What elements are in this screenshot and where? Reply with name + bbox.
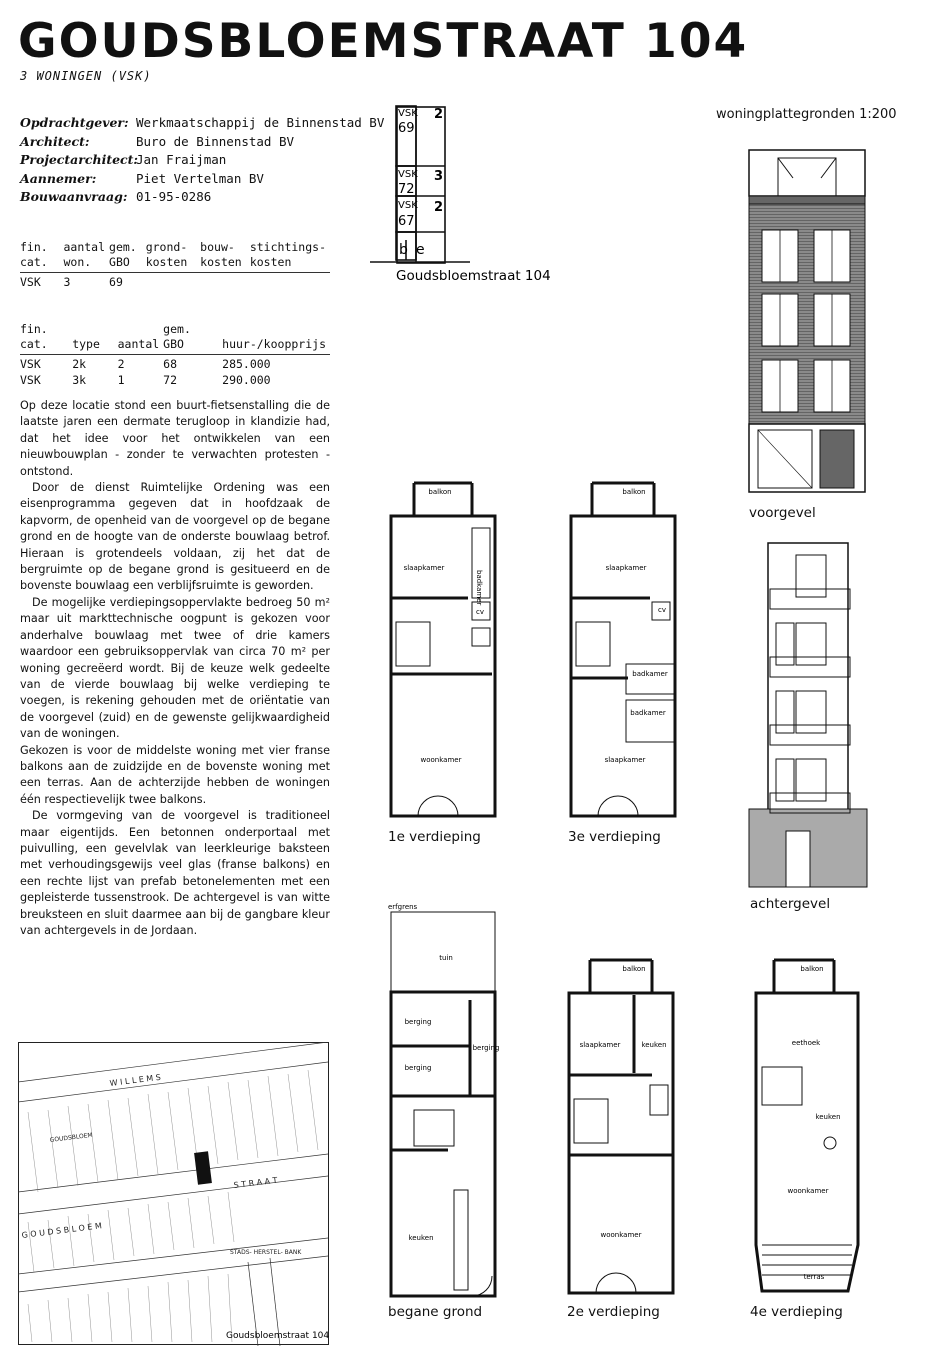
page-subtitle: 3 WONINGEN (VSK) (20, 69, 152, 83)
room-label: woonkamer (420, 756, 462, 764)
room-label: berging (404, 1018, 432, 1026)
plan-caption: 4e verdieping (750, 1304, 843, 1320)
section-gbo: 72 (398, 182, 415, 197)
location-map (18, 1042, 330, 1346)
credit-row (20, 151, 384, 170)
room-label: eethoek (791, 1039, 821, 1047)
table-cell: VSK (20, 373, 41, 387)
section-ground: e (416, 242, 425, 258)
room-label: balkon (622, 488, 646, 496)
room-label: badkamer (630, 709, 666, 717)
credit-row (20, 114, 384, 133)
room-label: slaapkamer (604, 756, 646, 764)
table-cell: 2 (117, 357, 125, 371)
plan-caption: begane grond (388, 1304, 483, 1320)
floorplan-2e (566, 955, 678, 1300)
map-street-label: W I L L E M S (109, 1072, 162, 1088)
room-label: keuken (641, 1041, 667, 1049)
credit-row (20, 170, 384, 189)
map-street-label: G O U D S B L O E M (21, 1221, 103, 1240)
table-cell: 72 (163, 373, 178, 387)
room-label: cv (476, 608, 484, 616)
room-label: balkon (622, 965, 646, 973)
page-title: GOUDSBLOEMSTRAAT 104 (18, 14, 749, 69)
room-label: terras (803, 1273, 825, 1281)
rear-elevation-caption: achtergevel (750, 896, 831, 912)
front-elevation (748, 148, 866, 496)
section-ground: b (399, 242, 408, 258)
credit-label: Opdrachtgever: (20, 115, 129, 130)
table-cell (250, 273, 330, 290)
room-label: berging (404, 1064, 432, 1072)
table-cell: 1 (117, 373, 125, 387)
table-cell: VSK (20, 275, 41, 289)
map-street-label: S T R A A T (233, 1175, 278, 1190)
floorplan-1e (388, 478, 498, 823)
paragraph: De mogelijke verdiepingsoppervlakte bedroeg 50 m² maar uit markttechnische oogpunt is gekozen voor anderhalve bouwlaag met twee of drie kamers waardoor een gebruiksoppervlak van circa 70 m² per woning gecreëerd wordt. Bij de keuze welk gedeelte van de vierde bouwlaag bij welke verdieping te voegen, is rekening gehouden met de oriëntatie van de voorgevel (zuid) en de gewenste gelijkwaardigheid van de woningen. (20, 595, 330, 741)
room-label: woonkamer (787, 1187, 829, 1195)
plan-caption: 3e verdieping (568, 829, 661, 845)
table-header: fin. cat. (20, 322, 72, 355)
paragraph: Door de dienst Ruimtelijke Ordening was een eisenprogramma gegeven dat in hoofdzaak de kapvorm, de openheid van de voorgevel op de begane grond en de hoogte van de onderste bouwlaag betrof. Hieraan is grotendeels voldaan, zij het dat de bergruimte op de begane grond is gesitueerd en de bovenste bouwlaag een verblijfsruimte is geworden. (20, 481, 330, 593)
room-label: badkamer (632, 670, 668, 678)
room-label: woonkamer (600, 1231, 642, 1239)
credit-value: Piet Vertelman BV (136, 170, 264, 186)
rear-elevation (748, 541, 868, 889)
table-row (20, 371, 330, 387)
section-grid (396, 106, 448, 266)
credit-value: Jan Fraijman (136, 152, 227, 167)
price-table (20, 322, 330, 387)
section-code: VSK (398, 169, 418, 180)
credit-value: 01-95-0286 (136, 189, 212, 204)
credit-row (20, 188, 384, 207)
table-header: gem. GBO (163, 322, 222, 355)
room-label: keuken (408, 1234, 434, 1242)
table-cell: 69 (109, 275, 123, 289)
floorplan-begane-grond (388, 900, 504, 1300)
room-label: slaapkamer (403, 564, 445, 572)
section-gbo: 67 (398, 214, 415, 229)
table-row (20, 355, 330, 372)
table-row (20, 273, 330, 290)
table-cell: 285.000 (222, 357, 271, 371)
credit-value: Werkmaatschappij de Binnenstad BV (136, 115, 385, 130)
room-label: erfgrens (388, 903, 418, 911)
front-elevation-caption: voorgevel (749, 505, 816, 521)
section-code: VSK (398, 108, 418, 119)
floorplan-3e (568, 478, 680, 823)
table-cell: 2k (72, 357, 87, 371)
scale-label: woningplattegronden 1:200 (716, 107, 897, 122)
room-label: slaapkamer (605, 564, 647, 572)
map-label: STADS- HERSTEL- BANK (230, 1249, 302, 1256)
credit-label: Aannemer: (20, 170, 97, 186)
table-cell: VSK (20, 357, 41, 371)
room-label: slaapkamer (579, 1041, 621, 1049)
credits-list (20, 114, 384, 207)
table-header: aantal won. (63, 240, 109, 273)
table-cell (146, 273, 200, 290)
table-cell (200, 273, 250, 290)
plan-caption: 1e verdieping (388, 829, 481, 845)
credit-value: Buro de Binnenstad BV (136, 133, 295, 149)
map-caption: Goudsbloemstraat 104 (226, 1331, 330, 1341)
credit-label: Architect: (20, 133, 90, 149)
section-count: 2 (434, 200, 444, 215)
section-count: 3 (434, 169, 444, 184)
table-header: aantal (118, 322, 164, 355)
map-label: GOUDSBLOEM (49, 1131, 94, 1144)
floorplan-4e (748, 955, 866, 1300)
section-caption: Goudsbloemstraat 104 (396, 268, 551, 284)
room-label: berging (472, 1044, 500, 1052)
paragraph: Op deze locatie stond een buurt-fietsenstalling die de laatste jaren een dermate terugloop in klandizie had, dat het idee voor het ontwikkelen van een nieuwbouwplan - zonder te verwachten protesten - ontstond. (20, 399, 330, 478)
table-cell: 290.000 (222, 373, 271, 387)
table-header: bouw- kosten (200, 240, 250, 273)
table-cell: 68 (163, 357, 178, 371)
room-label: badkamer (475, 570, 483, 606)
credit-label: Bouwaanvraag: (20, 189, 128, 204)
plan-caption: 2e verdieping (567, 1304, 660, 1320)
body-text (20, 398, 330, 939)
table-cell: 3 (63, 275, 71, 289)
table-header: huur-/koopprijs (222, 322, 330, 355)
paragraph: Gekozen is voor de middelste woning met vier franse balkons aan de zuidzijde en de bovenste woning met een terras. Aan de achterzijde hebben de woningen één respectievelijk twee balkons. (20, 743, 330, 806)
table-header: type (72, 322, 117, 355)
room-label: balkon (428, 488, 452, 496)
room-label: cv (658, 606, 666, 614)
table-header: grond- kosten (146, 240, 200, 273)
section-code: VSK (398, 200, 418, 211)
table-header: gem. GBO (109, 240, 146, 273)
credit-row (20, 133, 384, 152)
table-cell: 3k (72, 373, 87, 387)
section-gbo: 69 (398, 121, 415, 136)
room-label: balkon (800, 965, 824, 973)
room-label: keuken (815, 1113, 841, 1121)
table-header: stichtings- kosten (250, 240, 330, 273)
section-count: 2 (434, 107, 444, 122)
cost-table (20, 240, 330, 289)
credit-label: Projectarchitect: (20, 152, 139, 167)
paragraph: De vormgeving van de voorgevel is traditioneel maar eigentijds. Een betonnen onderportaal met puivulling, een gevelvlak van leerkleurige baksteen met verhoudingsgewijs veel glas (franse balkons) en een rechte lijst van prefab betonelementen met een gepleisterde tussenstrook. De achtergevel is van witte breuksteen en sluit daarmee aan bij de gangbare kleur van achtergevels in de Jordaan. (20, 809, 330, 937)
table-header: fin. cat. (20, 240, 63, 273)
room-label: tuin (439, 954, 453, 962)
